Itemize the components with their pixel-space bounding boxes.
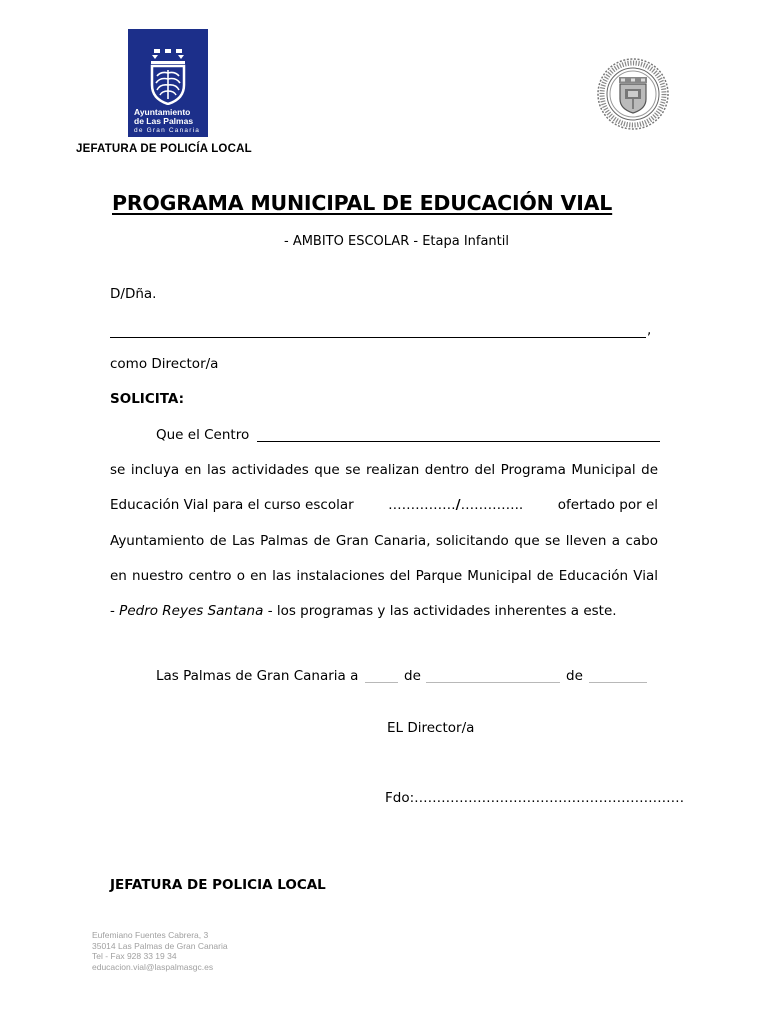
footer-title: JEFATURA DE POLICIA LOCAL	[110, 877, 326, 893]
police-seal-icon	[596, 57, 670, 131]
name-label: D/Dña.	[110, 286, 157, 302]
date-prefix: Las Palmas de Gran Canaria a	[156, 668, 359, 684]
police-seal	[596, 57, 670, 131]
footer-address	[92, 930, 228, 972]
date-day-line[interactable]	[365, 670, 398, 683]
ayuntamiento-logo	[128, 29, 208, 137]
body-line-2-end: ofertado por el	[557, 497, 658, 513]
school-year-end: …………..	[460, 497, 524, 513]
body-line-2-text: Educación Vial para el curso escolar	[110, 497, 354, 513]
name-line[interactable]	[110, 325, 646, 338]
address-line-1: Eufemiano Fuentes Cabrera, 3	[92, 930, 209, 940]
date-year-line[interactable]	[589, 670, 647, 683]
email-line: educacion.vial@laspalmasgc.es	[92, 961, 214, 972]
centro-label: Que el Centro	[156, 427, 250, 443]
document-subtitle: - AMBITO ESCOLAR - Etapa Infantil	[284, 234, 509, 249]
centro-line[interactable]	[257, 429, 660, 442]
date-month-line[interactable]	[426, 670, 560, 683]
address-line-2: 35014 Las Palmas de Gran Canaria	[92, 940, 228, 951]
body-line-2	[110, 497, 658, 513]
phone-line: Tel - Fax 928 33 19 34	[92, 951, 177, 961]
school-year-slash: /	[455, 497, 461, 513]
signer-label: EL Director/a	[387, 720, 475, 736]
solicita-heading: SOLICITA:	[110, 391, 185, 407]
name-line-comma: ,	[647, 322, 652, 338]
date-de-2: de	[566, 668, 583, 684]
park-name: Pedro Reyes Santana	[119, 603, 264, 619]
body-line-5-end: - los programas y las actividades inherentes a este.	[267, 603, 617, 619]
signature-field[interactable]: Fdo:……………………………………………………	[385, 790, 685, 806]
body-line-5	[110, 603, 617, 619]
body-line-5-dash: -	[110, 603, 115, 619]
school-year-start: ……………	[388, 497, 456, 513]
logo-text	[134, 108, 200, 135]
header-label: JEFATURA DE POLICÍA LOCAL	[76, 143, 252, 155]
logo-line-2: de Las Palmas	[134, 116, 194, 126]
school-year-field[interactable]	[388, 497, 523, 513]
document-title: PROGRAMA MUNICIPAL DE EDUCACIÓN VIAL	[112, 191, 613, 215]
logo-line-3: de Gran Canaria	[134, 127, 201, 134]
body-line-3: Ayuntamiento de Las Palmas de Gran Canaria, solicitando que se lleven a cabo	[110, 533, 658, 549]
logo-line-1: Ayuntamiento	[134, 107, 191, 117]
date-de-1: de	[404, 668, 421, 684]
director-label: como Director/a	[110, 356, 219, 372]
palm-shield-icon	[148, 49, 188, 105]
body-line-4: en nuestro centro o en las instalaciones del Parque Municipal de Educación Vial	[110, 568, 658, 584]
body-line-1: se incluya en las actividades que se realizan dentro del Programa Municipal de	[110, 462, 658, 478]
